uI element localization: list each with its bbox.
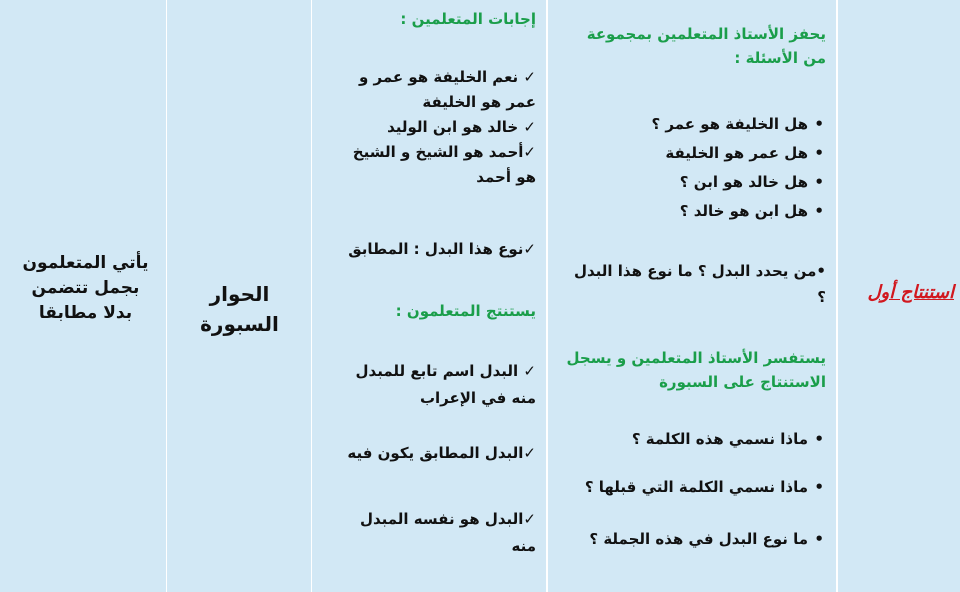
answer-line: عمر هو الخليفة — [422, 93, 536, 111]
outcome-line: بجمل تتضمن — [31, 278, 140, 298]
question-item: • هل ابن هو خالد ؟ — [651, 197, 826, 226]
check-icon: ✓ — [523, 240, 536, 258]
answers-heading: إجابات المتعلمين : — [400, 10, 536, 28]
answer-item — [316, 140, 536, 165]
conclusion-2 — [347, 444, 536, 462]
answer-line: أحمد هو الشيخ و الشيخ — [352, 143, 524, 161]
column-outcome — [0, 0, 167, 592]
column-phase — [838, 0, 960, 592]
check-icon: ✓ — [523, 444, 536, 462]
question-line: من يحدد البدل ؟ ما نوع هذا البدل — [573, 262, 817, 280]
conclusion-line: البدل هو نفسه المبدل — [359, 510, 524, 528]
who-determines — [551, 258, 826, 310]
type-answer-text: نوع هذا البدل : المطابق — [348, 240, 524, 258]
conclusion-line: منه — [511, 537, 536, 555]
method-text — [177, 279, 302, 339]
inquire-line: يستفسر الأستاذ المتعلمين و يسجل — [566, 349, 826, 367]
question-item: • هل خالد هو ابن ؟ — [651, 168, 826, 197]
check-icon: ✓ — [523, 68, 536, 86]
answer-line: خالد هو ابن الوليد — [387, 118, 519, 136]
check-icon: ✓ — [523, 118, 536, 136]
conclude-heading: يستنتج المتعلمون : — [395, 302, 536, 320]
final-questions — [585, 430, 826, 548]
outcome-line: بدلا مطابقا — [38, 303, 133, 323]
type-answer — [348, 240, 536, 258]
conclusion-line: البدل اسم تابع للمبدل — [355, 362, 519, 380]
answer-line: نعم الخليفة هو عمر و — [358, 68, 519, 86]
conclusion-3 — [316, 506, 536, 560]
conclusion-1 — [316, 358, 536, 412]
teacher-inquire — [567, 346, 826, 394]
bullet-icon: • — [816, 262, 826, 280]
outcome-line: يأتي المتعلمون — [22, 253, 149, 273]
conclusion-line: البدل المطابق يكون فيه — [347, 444, 524, 462]
answer-item — [316, 65, 536, 90]
question-item: • هل عمر هو الخليفة — [651, 139, 826, 168]
intro-line: يحفز الأستاذ المتعلمين بمجموعة — [586, 25, 826, 43]
answers-list — [316, 65, 536, 190]
answer-item — [316, 115, 536, 140]
intro-line: من الأسئلة : — [734, 49, 826, 67]
method-line: الحوار — [209, 282, 270, 306]
column-method — [167, 0, 312, 592]
check-icon: ✓ — [523, 362, 536, 380]
question-item: • ماذا نسمي الكلمة التي قبلها ؟ — [585, 478, 826, 496]
check-icon: ✓ — [523, 143, 536, 161]
check-icon: ✓ — [523, 510, 536, 528]
method-line: السبورة — [200, 312, 279, 336]
phase-title: استنتاج أول — [867, 282, 954, 303]
outcome-text — [14, 251, 157, 326]
inquire-line: الاستنتاج على السبورة — [659, 373, 826, 391]
question-item: • ما نوع البدل في هذه الجملة ؟ — [585, 530, 826, 548]
question-line: ؟ — [817, 288, 826, 306]
questions-list — [651, 110, 826, 226]
column-teacher — [548, 0, 838, 592]
question-item: • ماذا نسمي هذه الكلمة ؟ — [585, 430, 826, 448]
answer-line: هو أحمد — [476, 168, 536, 186]
question-item: • هل الخليفة هو عمر ؟ — [651, 110, 826, 139]
column-learners — [312, 0, 548, 592]
conclusion-line: منه في الإعراب — [419, 389, 536, 407]
teacher-intro — [587, 22, 826, 70]
